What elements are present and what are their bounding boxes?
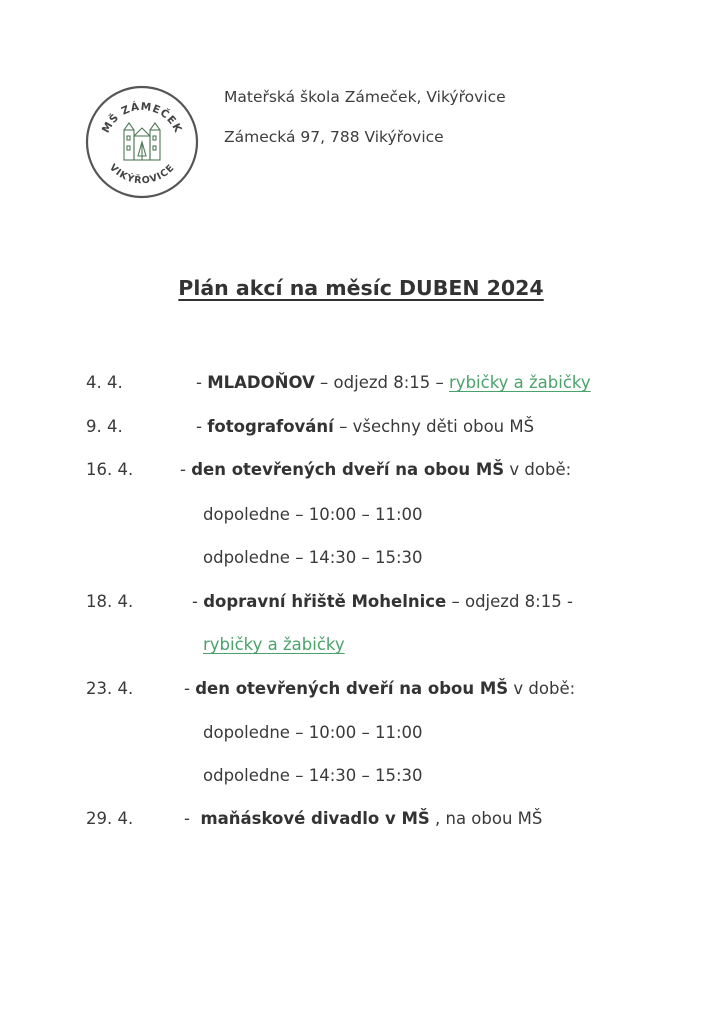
event-details: – odjezd 8:15 – <box>314 373 450 392</box>
event-time-afternoon: odpoledne – 14:30 – 15:30 <box>203 766 423 785</box>
event-date: 16. 4. <box>86 460 134 479</box>
svg-text:MŠ ZÁMEČEK <box>100 100 184 135</box>
event-title: den otevřených dveří na obou MŠ <box>191 460 505 479</box>
event-time-afternoon: odpoledne – 14:30 – 15:30 <box>203 548 423 567</box>
event-details: v době: <box>508 679 576 698</box>
event-date: 29. 4. <box>86 809 134 828</box>
event-date: 18. 4. <box>86 592 134 611</box>
event-time-morning: dopoledne – 10:00 – 11:00 <box>203 505 423 524</box>
event-prefix: - <box>196 373 208 392</box>
page-title: Plán akcí na měsíc DUBEN 2024 <box>178 276 544 300</box>
logo-top-text: MŠ ZÁMEČEK <box>99 100 185 136</box>
event-title: MLADOŇOV <box>207 373 315 392</box>
school-name: Mateřská škola Zámeček, Vikýřovice <box>224 88 506 106</box>
event-date: 9. 4. <box>86 417 123 436</box>
event-date: 23. 4. <box>86 679 134 698</box>
event-title: maňáskové divadlo v MŠ <box>200 809 430 828</box>
event-row <box>184 677 575 701</box>
event-prefix: - <box>184 809 201 828</box>
event-row <box>180 458 571 482</box>
event-prefix: - <box>192 592 204 611</box>
event-row <box>184 807 542 831</box>
event-title: dopravní hřiště Mohelnice <box>203 592 447 611</box>
event-time-morning: dopoledne – 10:00 – 11:00 <box>203 723 423 742</box>
svg-text:VIKÝŘOVICE <box>107 162 177 186</box>
school-address: Zámecká 97, 788 Vikýřovice <box>224 128 444 146</box>
school-logo <box>84 84 200 200</box>
event-row <box>196 371 591 395</box>
event-details: v době: <box>504 460 572 479</box>
event-details: – všechny děti obou MŠ <box>333 417 535 436</box>
event-row-continuation <box>203 633 345 657</box>
event-date: 4. 4. <box>86 373 123 392</box>
event-details: , na obou MŠ <box>429 809 543 828</box>
event-prefix: - <box>196 417 208 436</box>
event-title: fotografování <box>207 417 334 436</box>
event-row <box>196 415 534 439</box>
event-prefix: - <box>184 679 196 698</box>
event-row <box>192 590 573 614</box>
event-details: – odjezd 8:15 - <box>446 592 573 611</box>
school-info <box>224 86 506 166</box>
logo-bottom-text: VIKÝŘOVICE <box>107 162 177 187</box>
event-title: den otevřených dveří na obou MŠ <box>195 679 509 698</box>
event-group-link: rybičky a žabičky <box>449 373 591 392</box>
event-group-link: rybičky a žabičky <box>203 635 345 654</box>
event-prefix: - <box>180 460 192 479</box>
school-logo-seal <box>84 84 200 200</box>
